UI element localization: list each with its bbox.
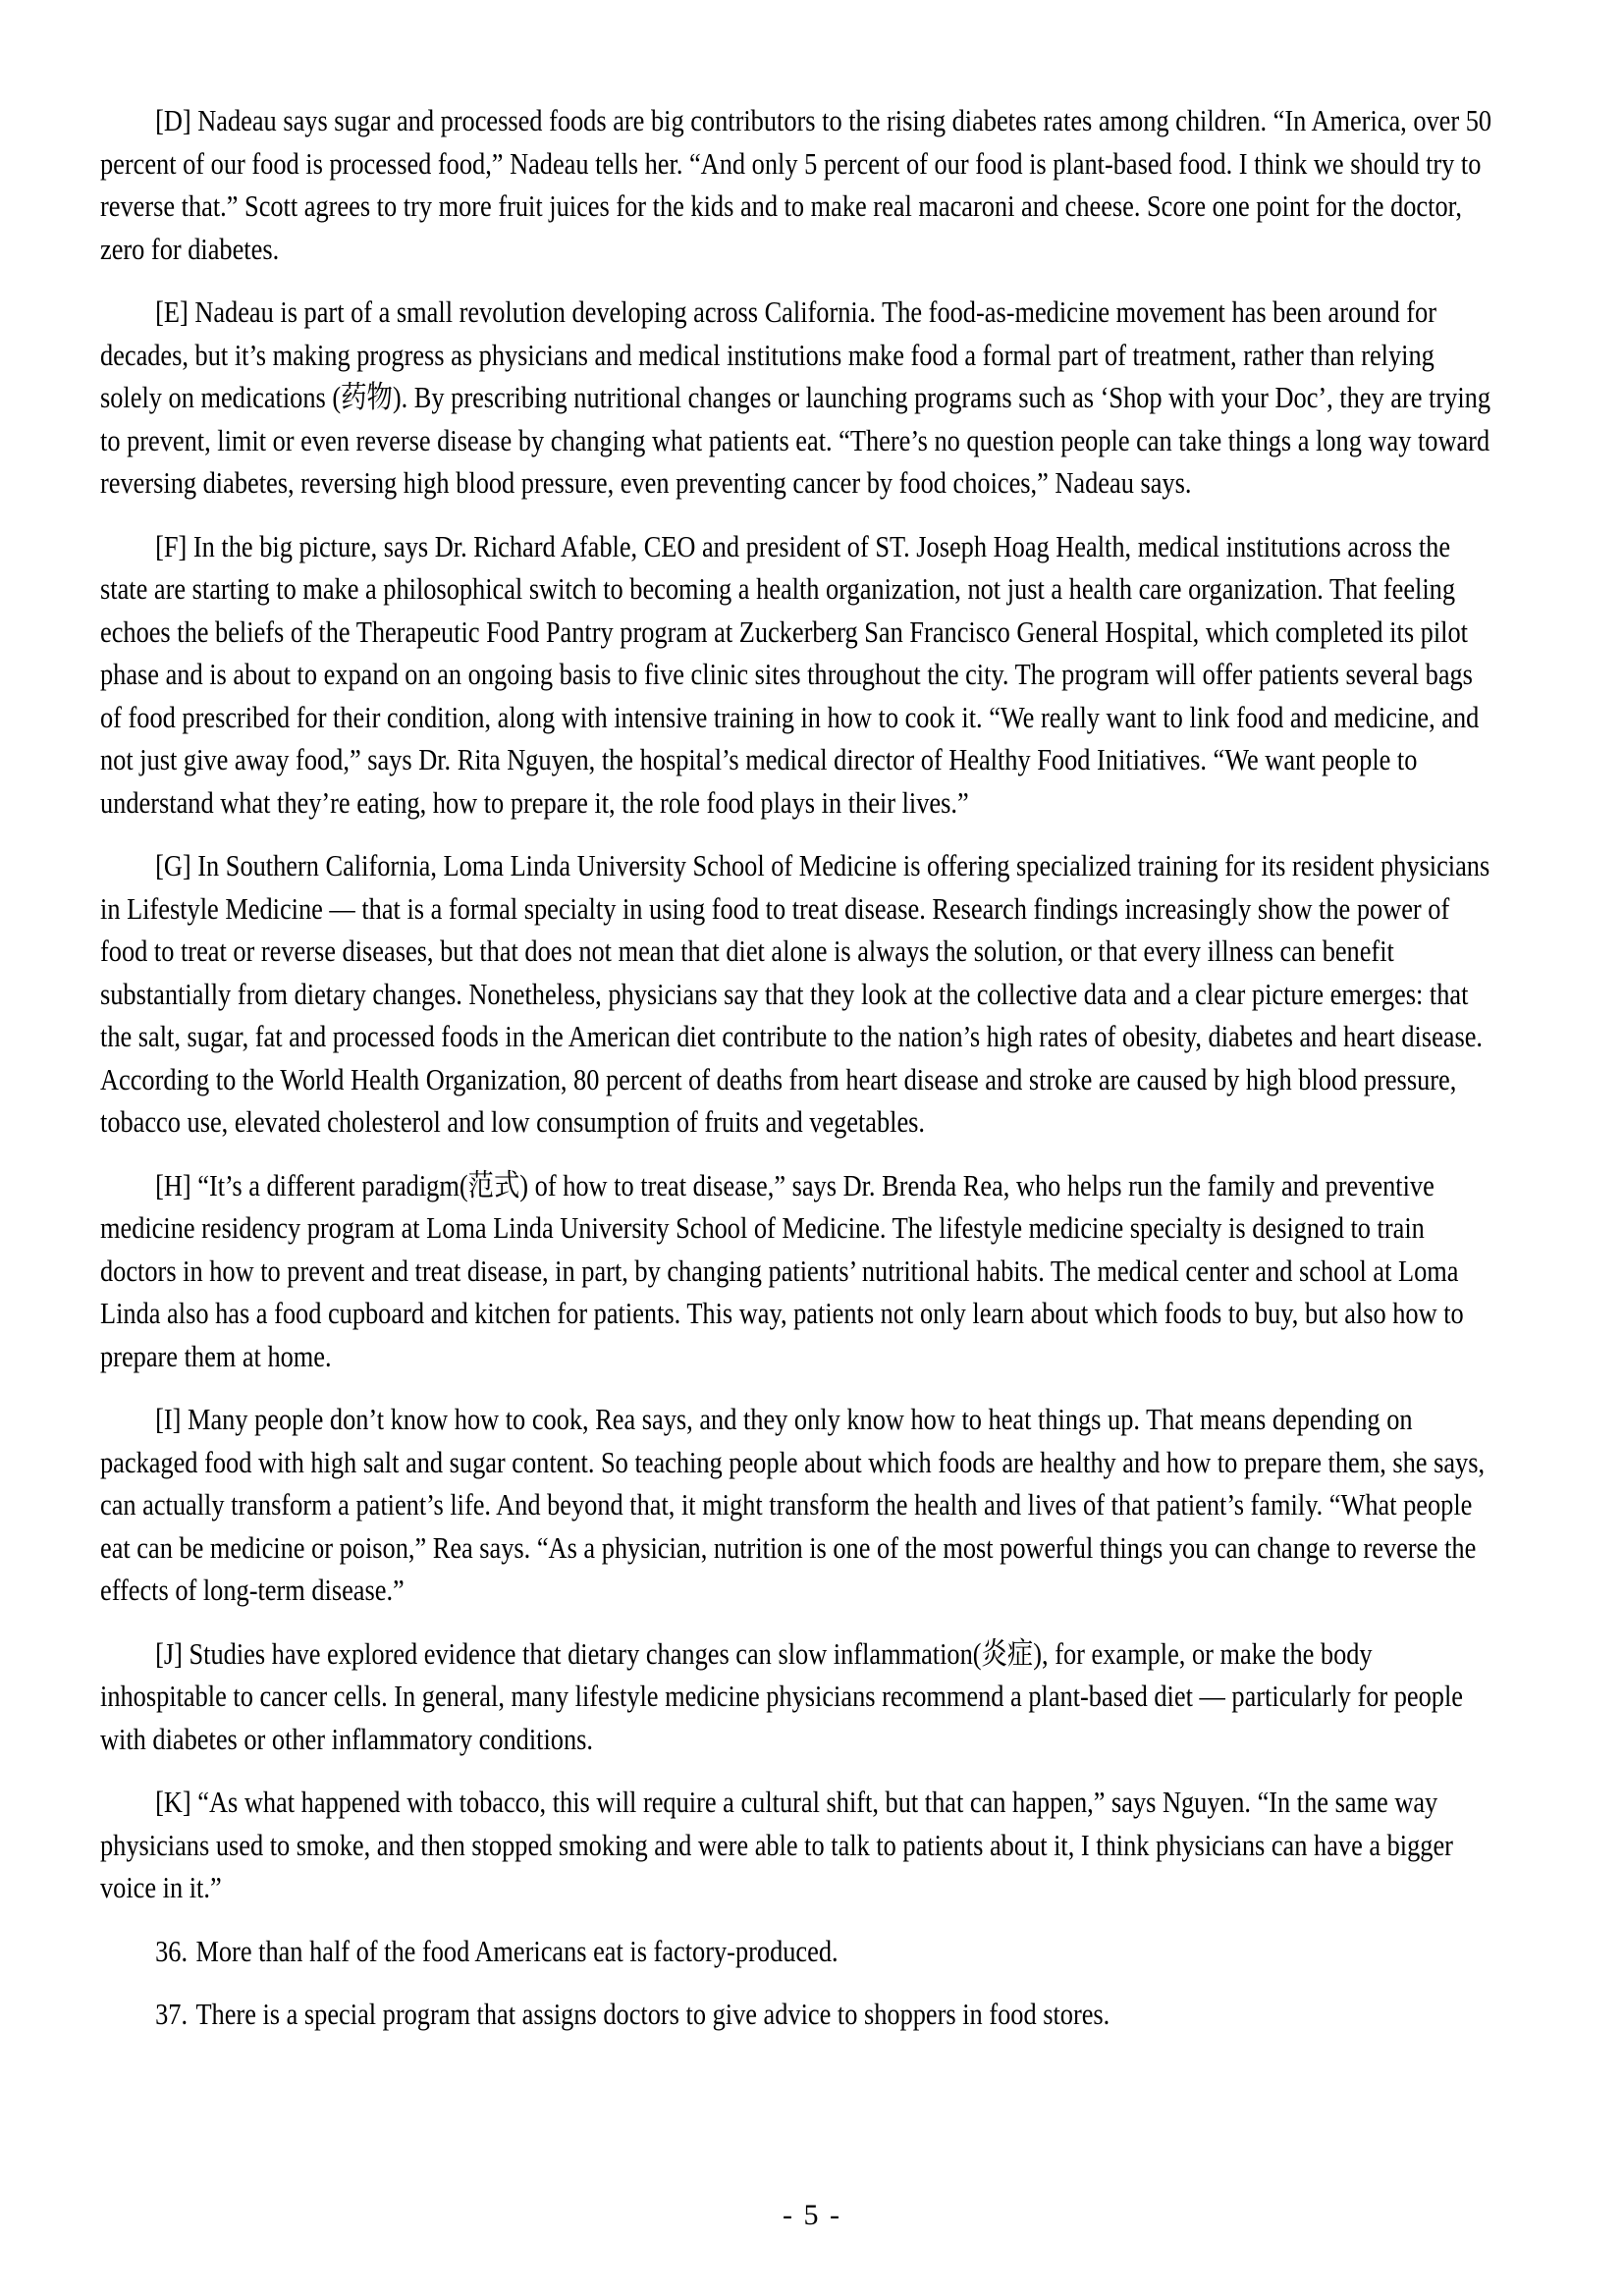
statement-37 bbox=[100, 1993, 1492, 2036]
statement-36 bbox=[100, 1930, 1492, 1973]
paragraph-H: [H] “It’s a different paradigm(范式) of how to treat disease,” says Dr. Brenda Rea, who helps run the family and preventive medicine residency program at Loma Linda University School of Medicine. The lifestyle medicine specialty is designed to train doctors in how to prevent and treat disease, in part, by changing patients’ nutritional habits. The medical center and school at Loma Linda also has a food cupboard and kitchen for patients. This way, patients not only learn about which foods to buy, but also how to prepare them at home. bbox=[100, 1167, 1464, 1373]
statement-36-number: 36. bbox=[155, 1933, 189, 1968]
reading-passage bbox=[100, 99, 1492, 2056]
paragraph-I: [I] Many people don’t know how to cook, Rea says, and they only know how to heat things up. That means depending on packaged food with high salt and sugar content. So teaching people about which foods are healthy and how to prepare them, she says, can actually transform a patient’s life. And beyond that, it might transform the health and lives of that patient’s family. “What people eat can be medicine or poison,” Rea says. “As a physician, nutrition is one of the most powerful things you can change to reverse the effects of long-term disease.” bbox=[100, 1402, 1486, 1607]
paragraph-K: [K] “As what happened with tobacco, this will require a cultural shift, but that can happen,” says Nguyen. “In the same way physicians used to smoke, and then stopped smoking and were able to talk to patients about it, I think physicians can have a bigger voice in it.” bbox=[100, 1785, 1453, 1904]
paragraph-G: [G] In Southern California, Loma Linda University School of Medicine is offering specialized training for its resident physicians in Lifestyle Medicine — that is a formal specialty in using food to treat disease. Research findings increasingly show the power of food to treat or reverse diseases, but that does not mean that diet alone is always the solution, or that every illness can benefit substantially from dietary changes. Nonetheless, physicians say that they look at the collective data and a clear picture emerges: that the salt, sugar, fat and processed foods in the American diet contribute to the nation’s high rates of obesity, diabetes and heart disease. According to the World Health Organization, 80 percent of deaths from heart disease and stroke are caused by high blood pressure, tobacco use, elevated cholesterol and low consumption of fruits and vegetables. bbox=[100, 848, 1490, 1139]
statement-37-text: There is a special program that assigns doctors to give advice to shoppers in food stores. bbox=[195, 1997, 1110, 2031]
statement-36-text: More than half of the food Americans eat is factory-produced. bbox=[195, 1933, 839, 1968]
statement-37-number: 37. bbox=[155, 1997, 189, 2031]
paragraph-J: [J] Studies have explored evidence that dietary changes can slow inflammation(炎症), for example, or make the body inhospitable to cancer cells. In general, many lifestyle medicine physicians recommend a plant-based diet — particularly for people with diabetes or other inflammatory conditions. bbox=[100, 1635, 1463, 1756]
paragraph-E: [E] Nadeau is part of a small revolution developing across California. The food-as-medicine movement has been around for decades, but it’s making progress as physicians and medical institutions make food a formal part of treatment, rather than relying solely on medications (药物). By prescribing nutritional changes or launching programs such as ‘Shop with your Doc’, they are trying to prevent, limit or even reverse disease by changing what patients eat. “There’s no question people can take things a long way toward reversing diabetes, reversing high blood pressure, even preventing cancer by food choices,” Nadeau says. bbox=[100, 294, 1491, 500]
page-number: - 5 - bbox=[783, 2199, 841, 2231]
paragraph-D: [D] Nadeau says sugar and processed foods are big contributors to the rising diabetes rates among children. “In America, over 50 percent of our food is processed food,” Nadeau tells her. “And only 5 percent of our food is plant-based food. I think we should try to reverse that.” Scott agrees to try more fruit juices for the kids and to make real macaroni and cheese. Score one point for the doctor, zero for diabetes. bbox=[100, 103, 1492, 266]
paragraph-F: [F] In the big picture, says Dr. Richard Afable, CEO and president of ST. Joseph Hoag Health, medical institutions across the state are starting to make a philosophical switch to becoming a health organization, not just a health care organization. That feeling echoes the beliefs of the Therapeutic Food Pantry program at Zuckerberg San Francisco General Hospital, which completed its pilot phase and is about to expand on an ongoing basis to five clinic sites throughout the city. The program will offer patients several bags of food prescribed for their condition, along with intensive training in how to cook it. “We really want to link food and medicine, and not just give away food,” says Dr. Rita Nguyen, the hospital’s medical director of Healthy Food Initiatives. “We want people to understand what they’re eating, how to prepare it, the role food plays in their lives.” bbox=[100, 528, 1480, 820]
